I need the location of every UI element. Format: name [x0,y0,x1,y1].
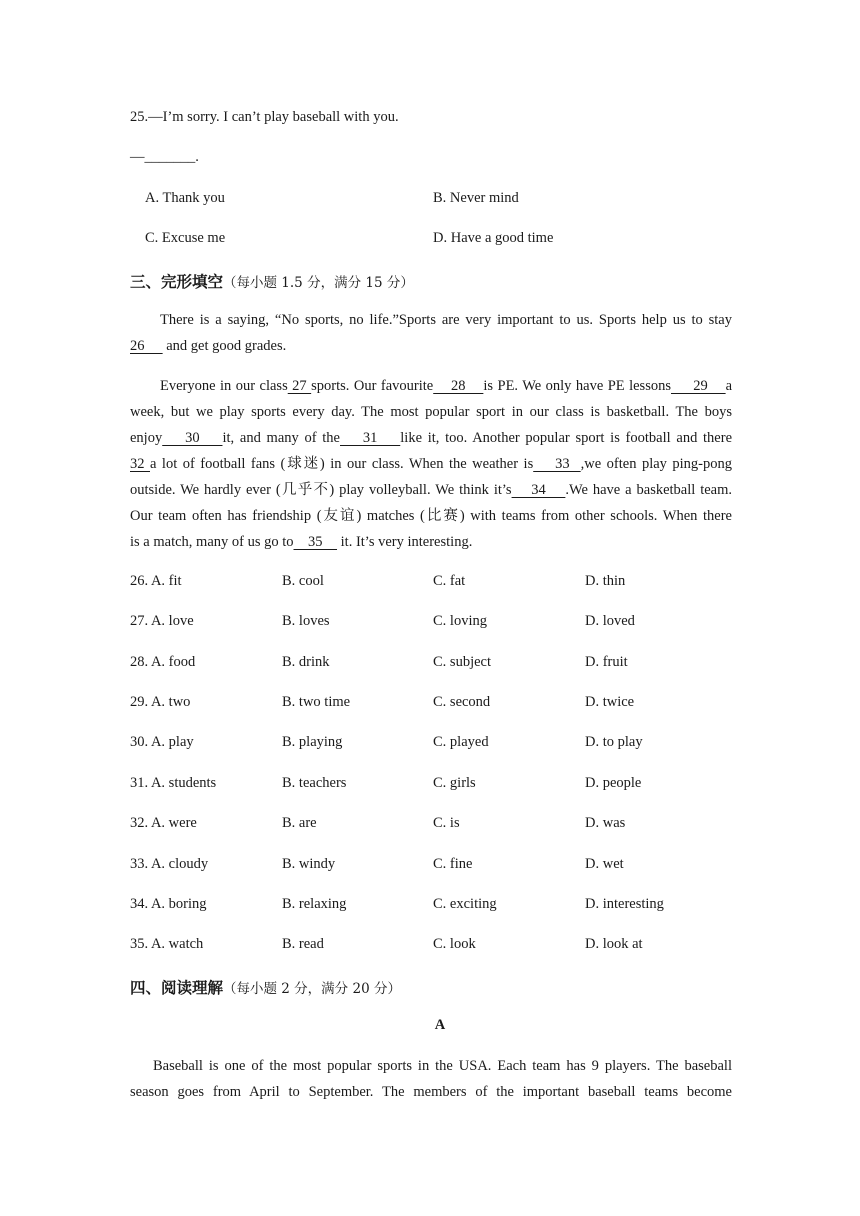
section-3-note: （每小题 1.5 分，满分 15 分） [223,275,414,291]
cloze-passage-part1 [130,307,732,359]
section-3-heading [130,270,414,292]
cloze-passage-part2 [130,373,732,555]
passage-line: Baseball is one of the most popular sports in the USA. Each team has 9 players. The baseball [153,1058,732,1074]
question-row-26: 26. A. fit B. cool C. fat D. thin [130,573,626,589]
section-4-title: 四、阅读理解 [130,979,224,997]
passage-line: week, but we play sports every day. The most popular sport in our class is basketball. The boys [130,404,732,420]
passage-line: is a match, many of us go to 35 it. It’s very interesting. [130,534,473,550]
option-25-b: B. Never mind [433,190,519,206]
question-row-33: 33. A. cloudy B. windy C. fine D. wet [130,856,624,872]
section-4-note: （每小题 2 分，满分 20 分） [223,981,401,997]
passage-line: Everyone in our class 27 sports. Our favourite 28 is PE. We only have PE lessons 29 a [160,378,733,394]
passage-line: season goes from April to September. The members of the important baseball teams become [130,1084,732,1100]
question-row-31: 31. A. students B. teachers C. girls D. people [130,775,642,791]
question-row-28: 28. A. food B. drink C. subject D. fruit [130,654,628,670]
question-row-29: 29. A. two B. two time C. second D. twice [130,694,635,710]
option-25-a: A. Thank you [145,190,225,206]
passage-line: 32 a lot of football fans (球迷) in our class. When the weather is 33 ,we often play ping-pong [130,456,732,472]
passage-line: Our team often has friendship (友谊) matches (比赛) with teams from other schools. When there [130,508,732,524]
question-row-30: 30. A. play B. playing C. played D. to play [130,734,643,750]
blank-34: 34 [511,482,566,498]
blank-30: 30 [162,430,223,446]
blank-32: 32 [130,456,150,472]
passage-a-title: A [434,1017,446,1033]
question-row-32: 32. A. were B. are C. is D. was [130,815,626,831]
question-row-34: 34. A. boring B. relaxing C. exciting D. interesting [130,896,664,912]
question-25: 25.—I’m sorry. I can’t play baseball with you. [130,109,399,125]
blank-27: 27 [287,378,312,394]
passage-line: 26 and get good grades. [130,338,287,354]
blank-35: 35 [293,534,338,550]
blank-33: 33 [533,456,581,472]
option-25-d: D. Have a good time [433,230,554,246]
blank-29: 29 [671,378,726,394]
section-3-title: 三、完形填空 [130,273,224,291]
blank-31: 31 [340,430,401,446]
reading-passage-a [130,1053,732,1105]
option-25-c: C. Excuse me [145,230,226,246]
passage-line: There is a saying, “No sports, no life.”Sports are very important to us. Sports help us to stay [160,312,732,328]
blank-26: 26 [130,338,163,354]
passage-line: enjoy 30 it, and many of the 31 like it, too. Another popular sport is football and there [130,430,733,446]
question-row-35: 35. A. watch B. read C. look D. look at [130,936,643,952]
passage-line: outside. We hardly ever (几乎不) play volleyball. We think it’s 34 .We have a basketball team. [130,482,733,498]
blank-28: 28 [433,378,484,394]
section-4-heading [130,976,401,998]
question-row-27: 27. A. love B. loves C. loving D. loved [130,613,635,629]
answer-blank-25: —_______. [130,149,199,165]
